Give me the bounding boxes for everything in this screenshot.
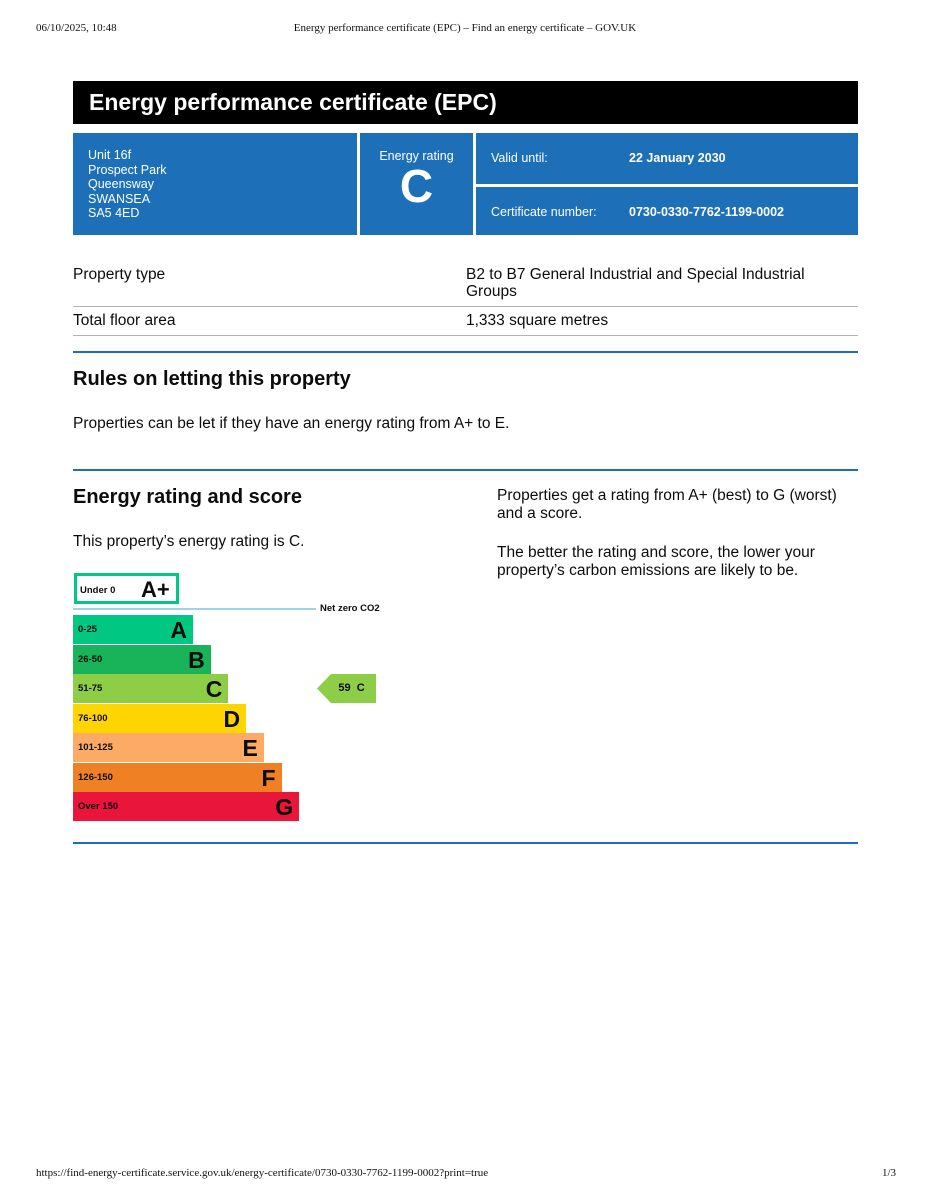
band-range: 101-125 [78,742,113,753]
band-range: 51-75 [78,683,103,694]
band-f [73,763,282,792]
band-letter: B [188,646,205,673]
valid-until-label: Valid until: [491,151,548,165]
net-zero-label: Net zero CO2 [320,603,380,614]
net-zero-line [73,608,316,610]
print-page-number: 1/3 [881,1167,896,1179]
band-range: 76-100 [78,712,108,724]
certificate-number-box [476,187,858,235]
section-divider [73,842,858,844]
address-line: Prospect Park [88,162,167,177]
energy-rating-label: Energy rating [379,149,454,163]
band-g [73,792,299,821]
current-letter: C [356,682,365,694]
band-c [73,674,228,703]
band-letter: E [242,735,258,761]
address-line: SA5 4ED [88,206,140,220]
band-aplus-letter: A+ [141,577,170,602]
band-letter: G [275,794,294,820]
print-page-title: Energy performance certificate (EPC) – Find an energy certificate – GOV.UK [293,22,637,34]
section-divider [73,351,858,353]
section-divider [73,469,858,471]
print-datetime: 06/10/2025, 10:48 [36,22,117,34]
address-line: Queensway [88,177,155,191]
band-d [73,704,246,733]
current-rating-label [317,674,376,703]
band-b [73,645,211,674]
letting-heading: Rules on letting this property [73,368,351,390]
rating-explainer: Properties get a rating from A+ (best) to G (worst) and a score. [497,487,837,522]
address-line: Unit 16f [88,148,132,162]
band-range: 126-150 [78,771,113,783]
rating-heading: Energy rating and score [73,486,302,508]
band-aplus [74,573,179,604]
summary-row-property-type [73,266,858,307]
band-range: Over 150 [78,801,119,812]
floor-area-value: 1,333 square metres [466,312,609,329]
letting-text: Properties can be let if they have an energy rating from A+ to E. [73,415,510,432]
print-url: https://find-energy-certificate.service.gov.uk/energy-certificate/0730-0330-7762-1199-0002?print=true [36,1167,489,1179]
band-range: 0-25 [78,624,98,635]
current-score: 59 [338,682,351,694]
address-line: SWANSEA [88,191,151,206]
floor-area-label: Total floor area [73,312,176,329]
summary-row-floor-area [73,312,858,336]
band-letter: F [261,764,276,791]
property-address [73,133,357,235]
property-type-label: Property type [73,266,166,283]
band-e [73,733,264,762]
property-type-value: B2 to B7 General Industrial and Special Industrial Groups [466,266,805,300]
rating-emissions-note: The better the rating and score, the lower your property’s carbon emissions are likely to be. [497,544,815,579]
certificate-number-value: 0730-0330-7762-1199-0002 [629,205,784,219]
page-title: Energy performance certificate (EPC) [73,81,858,124]
energy-rating-box [360,133,473,235]
certificate-number-label: Certificate number: [491,205,597,219]
rating-intro: This property’s energy rating is C. [73,533,305,550]
band-letter: C [205,676,223,702]
valid-until-box [476,133,858,184]
energy-rating-letter: C [399,160,434,212]
valid-until-value: 22 January 2030 [629,151,726,165]
band-aplus-range: Under 0 [80,585,116,596]
band-a [73,615,193,644]
band-range: 26-50 [78,653,103,665]
band-letter: D [223,705,241,732]
band-letter: A [170,617,187,643]
